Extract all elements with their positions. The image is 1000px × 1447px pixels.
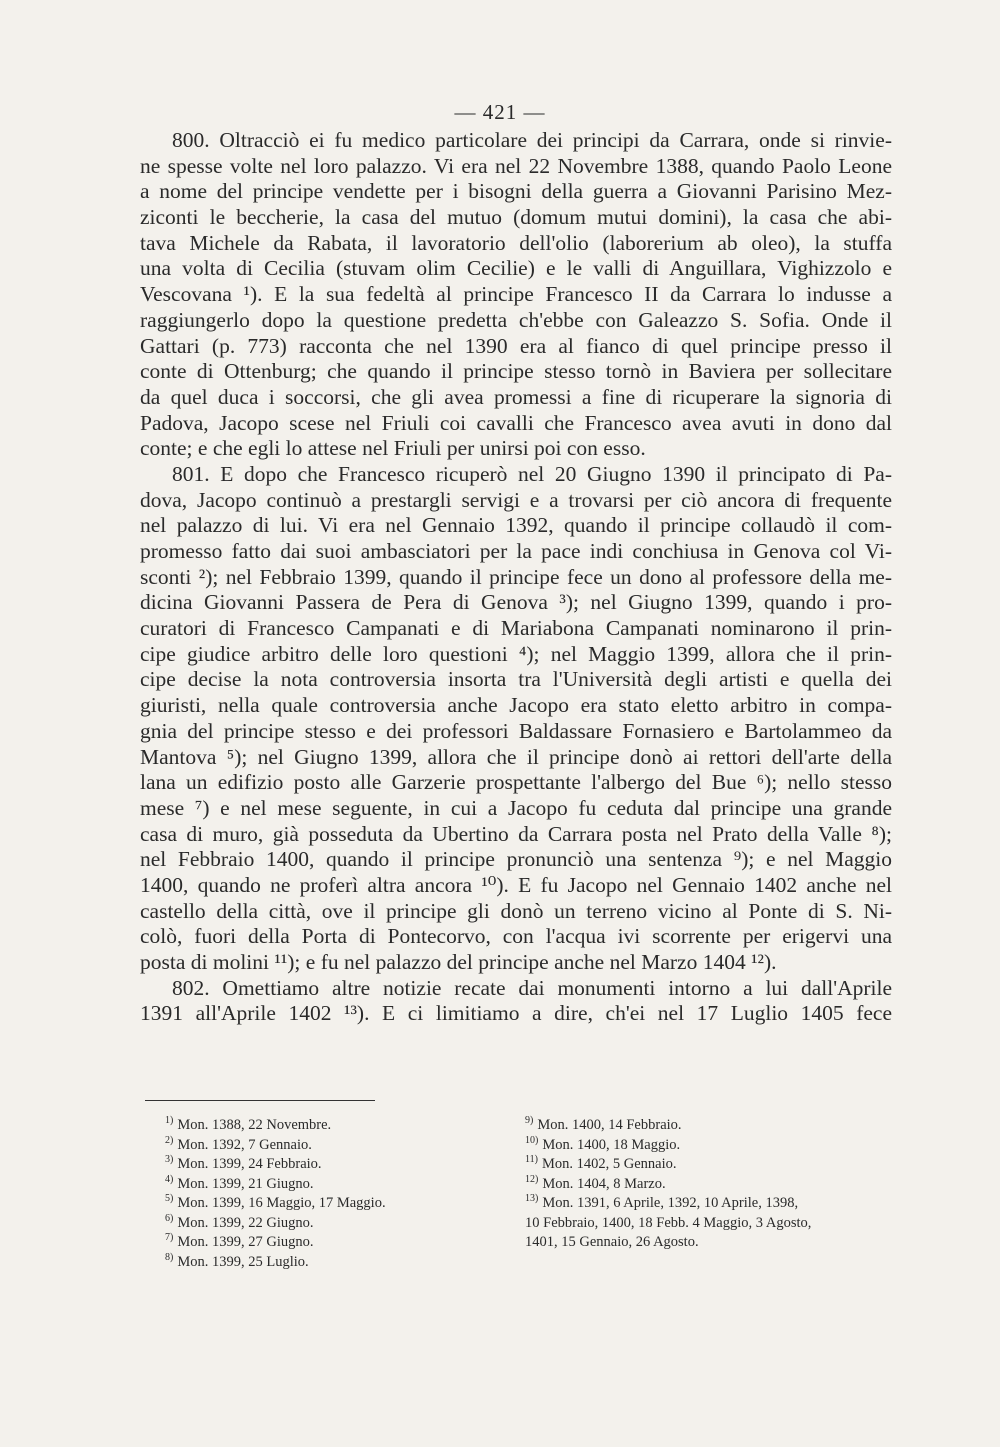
- footnote-text: Mon. 1399, 16 Maggio, 17 Maggio.: [177, 1195, 386, 1211]
- footnote-text: Mon. 1399, 21 Giugno.: [177, 1175, 314, 1192]
- footnote-text: Mon. 1400, 14 Febbraio.: [537, 1117, 682, 1133]
- footnote: 3) Mon. 1399, 24 Febbraio.: [165, 1154, 322, 1172]
- text-line: curatori di Francesco Campanati e di Mariabona Campanati nominarono il prin-: [140, 616, 892, 641]
- text-line: nel Febbraio 1400, quando il principe pronunciò una sentenza ⁹); e nel Maggio: [140, 847, 892, 872]
- text-line: Vescovana ¹). E la sua fedeltà al principe Francesco II da Carrara lo indusse a: [140, 282, 892, 307]
- footnotes-right-column: [525, 1116, 895, 1253]
- text-line: tava Michele da Rabata, il lavoratorio dell'olio (laborerium ab oleo), la stuffa: [140, 230, 892, 255]
- text-line: posta di molini ¹¹); e fu nel palazzo del principe anche nel Marzo 1404 ¹²).: [140, 950, 777, 974]
- text-line: ne spesse volte nel loro palazzo. Vi era nel 22 Novembre 1388, quando Paolo Leone: [140, 153, 892, 178]
- footnote: 12) Mon. 1404, 8 Marzo.: [525, 1173, 666, 1192]
- text-line: raggiungerlo dopo la questione predetta ch'ebbe con Galeazzo S. Sofia. Onde il: [140, 307, 892, 332]
- footnotes-left-column: [165, 1116, 386, 1272]
- footnote: 9) Mon. 1400, 14 Febbraio.: [525, 1115, 682, 1133]
- footnote-text: Mon. 1391, 6 Aprile, 1392, 10 Aprile, 1398,: [542, 1195, 799, 1211]
- footnote-text: Mon. 1402, 5 Gennaio.: [541, 1156, 677, 1172]
- text-line: cipe giudice arbitro delle loro questioni ⁴); nel Maggio 1399, allora che il prin-: [140, 641, 892, 666]
- footnote-text: 10 Febbraio, 1400, 18 Febb. 4 Maggio, 3 Agosto,: [525, 1214, 812, 1231]
- text-line: lana un edifizio posto alle Garzerie prospettante l'albergo del Bue ⁶); nello stesso: [140, 770, 892, 795]
- footnote-text: 1401, 15 Gennaio, 26 Agosto.: [525, 1234, 699, 1250]
- footnote-divider: [145, 1100, 375, 1101]
- text-line: da quel duca i soccorsi, che gli avea promessi a fine di ricuperare la signoria di: [140, 384, 892, 409]
- text-line: colò, fuori della Porta di Pontecorvo, con l'acqua ivi scorrente per erigervi una: [140, 924, 892, 949]
- page-number: — 421 —: [454, 100, 546, 124]
- text-line: cipe decise la nota controversia insorta tra l'Università degli artisti e quella dei: [140, 667, 892, 692]
- text-line: conte; e che egli lo attese nel Friuli per unirsi poi con esso.: [140, 436, 646, 461]
- footnote-text: Mon. 1388, 22 Novembre.: [177, 1117, 332, 1133]
- text-line: nel palazzo di lui. Vi era nel Gennaio 1392, quando il principe collaudò il com-: [140, 513, 892, 538]
- text-line: casa di muro, già posseduta da Ubertino da Carrara posta nel Prato della Valle ⁸);: [140, 821, 892, 846]
- footnote-text: Mon. 1400, 18 Maggio.: [542, 1136, 681, 1153]
- text-line: dova, Jacopo continuò a prestargli servigi e a trovarsi per ciò ancora di frequente: [140, 487, 892, 512]
- text-line: gnia del principe stesso e dei professori Baldassare Fornasiero e Bartolammeo da: [140, 718, 892, 743]
- footnote-text: Mon. 1399, 25 Luglio.: [177, 1253, 309, 1270]
- text-line: Padova, Jacopo scese nel Friuli coi cavalli che Francesco avea avuti in dono dal: [140, 410, 892, 435]
- text-line: conte di Ottenburg; che quando il principe stesso tornò in Baviera per sollecitare: [140, 359, 892, 384]
- text-line: giuristi, nella quale controversia anche Jacopo era stato eletto arbitro in compa-: [140, 693, 892, 718]
- footnote: 11) Mon. 1402, 5 Gennaio.: [525, 1154, 677, 1172]
- text-line: mese ⁷) e nel mese seguente, in cui a Jacopo fu ceduta dal principe una grande: [140, 795, 892, 820]
- footnote: 6) Mon. 1399, 22 Giugno.: [165, 1212, 314, 1231]
- footnote-text: Mon. 1399, 24 Febbraio.: [177, 1156, 322, 1172]
- footnote-text: Mon. 1404, 8 Marzo.: [542, 1175, 666, 1192]
- footnote-continuation: [525, 1214, 895, 1234]
- text-line: castello della città, ove il principe gli donò un terreno vicino al Ponte di S. Ni-: [140, 898, 892, 923]
- footnote-continuation: [525, 1233, 895, 1253]
- text-line: 802. Omettiamo altre notizie recate dai monumenti intorno a lui dall'Aprile: [172, 975, 892, 1000]
- footnote: 4) Mon. 1399, 21 Giugno.: [165, 1173, 314, 1192]
- footnote: 13) Mon. 1391, 6 Aprile, 1392, 10 Aprile, 1398,: [525, 1193, 799, 1211]
- body-text: [140, 128, 892, 1027]
- text-line: 801. E dopo che Francesco ricuperò nel 20 Giugno 1390 il principato di Pa-: [172, 461, 892, 486]
- text-line: a nome del principe vendette per i bisogni della guerra a Giovanni Parisino Mez-: [140, 179, 892, 204]
- text-line: 1400, quando ne proferì altra ancora ¹⁰). E fu Jacopo nel Gennaio 1402 anche nel: [140, 872, 892, 897]
- footnote: 10) Mon. 1400, 18 Maggio.: [525, 1134, 681, 1153]
- footnote: 7) Mon. 1399, 27 Giugno.: [165, 1232, 314, 1250]
- text-line: Gattari (p. 773) racconta che nel 1390 era al fianco di quel principe presso il: [140, 333, 892, 358]
- text-line: ziconti le beccherie, la casa del mutuo (domum mutui domini), la casa che abi-: [140, 205, 892, 230]
- footnote: 2) Mon. 1392, 7 Gennaio.: [165, 1134, 312, 1153]
- text-line: Mantova ⁵); nel Giugno 1399, allora che il principe donò ai rettori dell'arte della: [140, 744, 892, 769]
- footnote: 1) Mon. 1388, 22 Novembre.: [165, 1115, 332, 1133]
- text-line: dicina Giovanni Passera de Pera di Genova ³); nel Giugno 1399, quando i pro-: [140, 590, 892, 615]
- text-line: una volta di Cecilia (stuvam olim Cecilie) e le valli di Anguillara, Vighizzolo e: [140, 256, 892, 281]
- footnote-text: Mon. 1399, 27 Giugno.: [177, 1234, 314, 1250]
- footnote-text: Mon. 1392, 7 Gennaio.: [177, 1136, 312, 1153]
- text-line: promesso fatto dai suoi ambasciatori per la pace indi conchiusa in Genova col Vi-: [140, 539, 892, 563]
- text-line: 800. Oltracciò ei fu medico particolare dei principi da Carrara, onde si rinvie-: [172, 128, 892, 152]
- footnote: 5) Mon. 1399, 16 Maggio, 17 Maggio.: [165, 1193, 386, 1211]
- text-line: 1391 all'Aprile 1402 ¹³). E ci limitiamo a dire, ch'ei nel 17 Luglio 1405 fece: [140, 1001, 892, 1026]
- text-line: sconti ²); nel Febbraio 1399, quando il principe fece un dono al professore della me-: [140, 564, 892, 589]
- footnote: 8) Mon. 1399, 25 Luglio.: [165, 1251, 309, 1270]
- footnote-text: Mon. 1399, 22 Giugno.: [177, 1214, 314, 1231]
